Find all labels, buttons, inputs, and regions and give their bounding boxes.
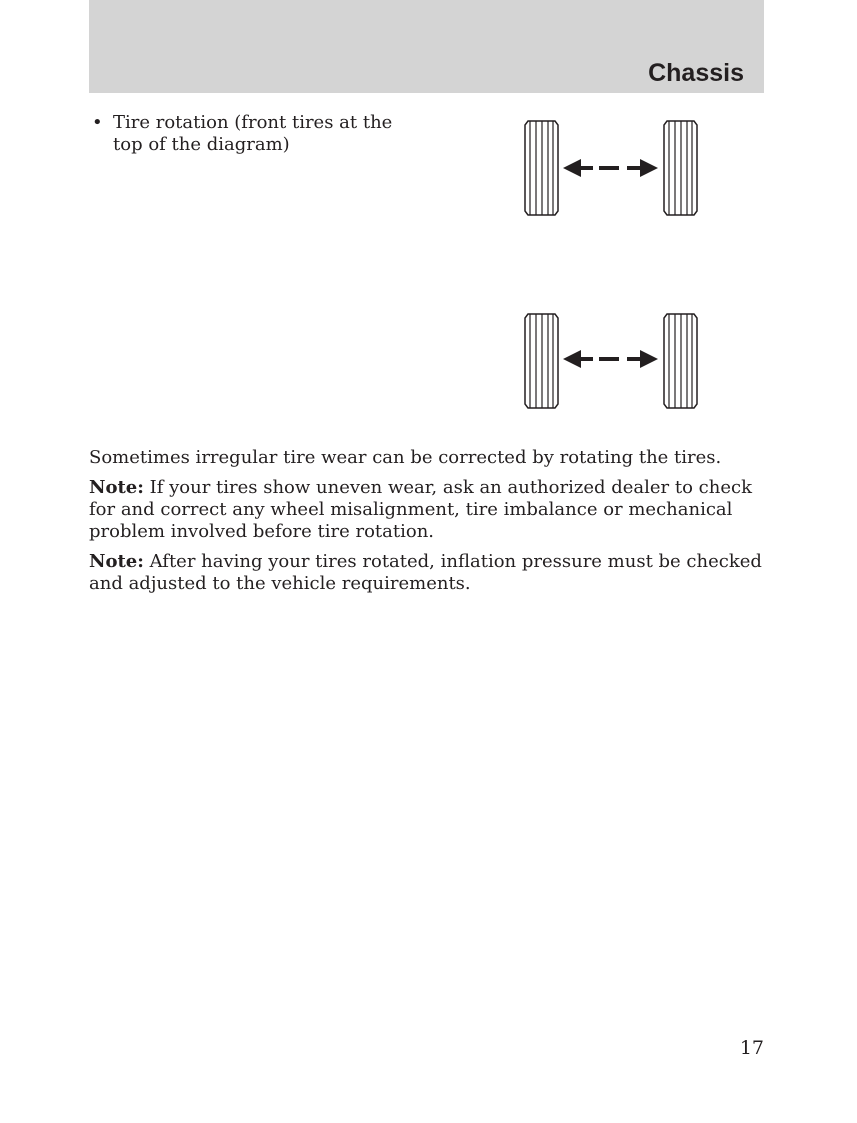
front-left-tire-icon [525,121,558,215]
bullet-item [89,112,419,156]
note-text: If your tires show uneven wear, ask an authorized dealer to check for and correct any wheel misalignment, tire imbalance or mechanical problem involved before tire rotation. [89,477,752,542]
paragraph-text: Sometimes irregular tire wear can be corrected by rotating the tires. [89,447,722,468]
note-inflation [89,551,769,595]
front-tire-pair [525,121,697,215]
paragraph-rotation [89,447,769,469]
bullet-symbol: • [92,112,103,133]
page-number: 17 [739,1037,764,1059]
note-uneven-wear [89,477,769,543]
bullet-text: Tire rotation (front tires at the top of the diagram) [113,112,393,155]
rear-tire-pair [525,314,697,408]
note-label: Note: [89,551,144,572]
front-right-tire-icon [664,121,697,215]
section-header [89,0,764,93]
note-label: Note: [89,477,144,498]
section-title: Chassis [648,59,744,87]
rear-right-tire-icon [664,314,697,408]
rear-left-tire-icon [525,314,558,408]
tire-rotation-diagram [515,110,715,420]
rear-swap-arrow-icon [563,350,658,368]
note-text: After having your tires rotated, inflation pressure must be checked and adjusted to the vehicle requirements. [89,551,762,594]
front-swap-arrow-icon [563,159,658,177]
